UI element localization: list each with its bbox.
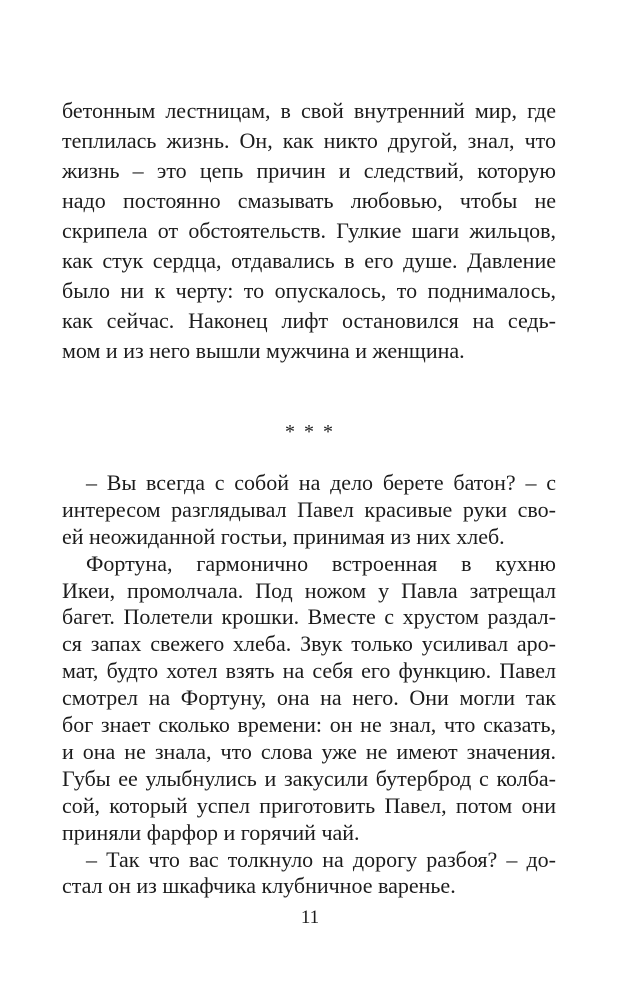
text-line: как сейчас. Наконец лифт остановился на седь- (62, 308, 556, 333)
text-line: Губы ее улыбнулись и закусили бутерброд с колба- (62, 766, 556, 791)
text-line: интересом разглядывал Павел красивые руки сво- (62, 497, 556, 522)
text-line: – Вы всегда с собой на дело берете батон? – с (86, 470, 556, 495)
text-line: мом и из него вышли мужчина и женщина. (62, 338, 465, 363)
text-line: ся запах свежего хлеба. Звук только усиливал аро- (62, 631, 556, 656)
text-line: ей неожиданной гостьи, принимая из них хлеб. (62, 524, 505, 549)
text-line: приняли фарфор и горячий чай. (62, 820, 360, 845)
text-line: теплилась жизнь. Он, как никто другой, знал, что (62, 128, 556, 153)
text-line: скрипела от обстоятельств. Гулкие шаги жильцов, (62, 218, 556, 243)
text-line: бог знает сколько времени: он не знал, что сказать, (62, 712, 556, 737)
text-line: мат, будто хотел взять на себя его функцию. Павел (62, 658, 556, 683)
text-line: стал он из шкафчика клубничное варенье. (62, 873, 456, 898)
text-line: и она не знала, что слова уже не имеют значения. (62, 739, 556, 764)
text-line: бетонным лестницам, в свой внутренний мир, где (62, 98, 556, 123)
text-line: надо постоянно смазывать любовью, чтобы не (62, 188, 556, 213)
text-line: жизнь – это цепь причин и следствий, которую (62, 158, 556, 183)
text-line: сой, который успел приготовить Павел, потом они (62, 793, 556, 818)
text-line: – Так что вас толкнуло на дорогу разбоя? – до- (86, 847, 556, 872)
text-line: было ни к черту: то опускалось, то поднималось, (62, 278, 556, 303)
page-number: 11 (300, 907, 320, 928)
text-line: Икеи, промолчала. Под ножом у Павла затрещал (62, 578, 556, 603)
text-line: смотрел на Фортуну, она на него. Они могли так (62, 685, 556, 710)
text-line: Фортуна, гармонично встроенная в кухню (86, 551, 556, 576)
text-line: как стук сердца, отдавались в его душе. Давление (62, 248, 556, 273)
text-line: багет. Полетели крошки. Вместе с хрустом раздал- (62, 604, 556, 629)
section-separator: * * * (285, 421, 335, 443)
